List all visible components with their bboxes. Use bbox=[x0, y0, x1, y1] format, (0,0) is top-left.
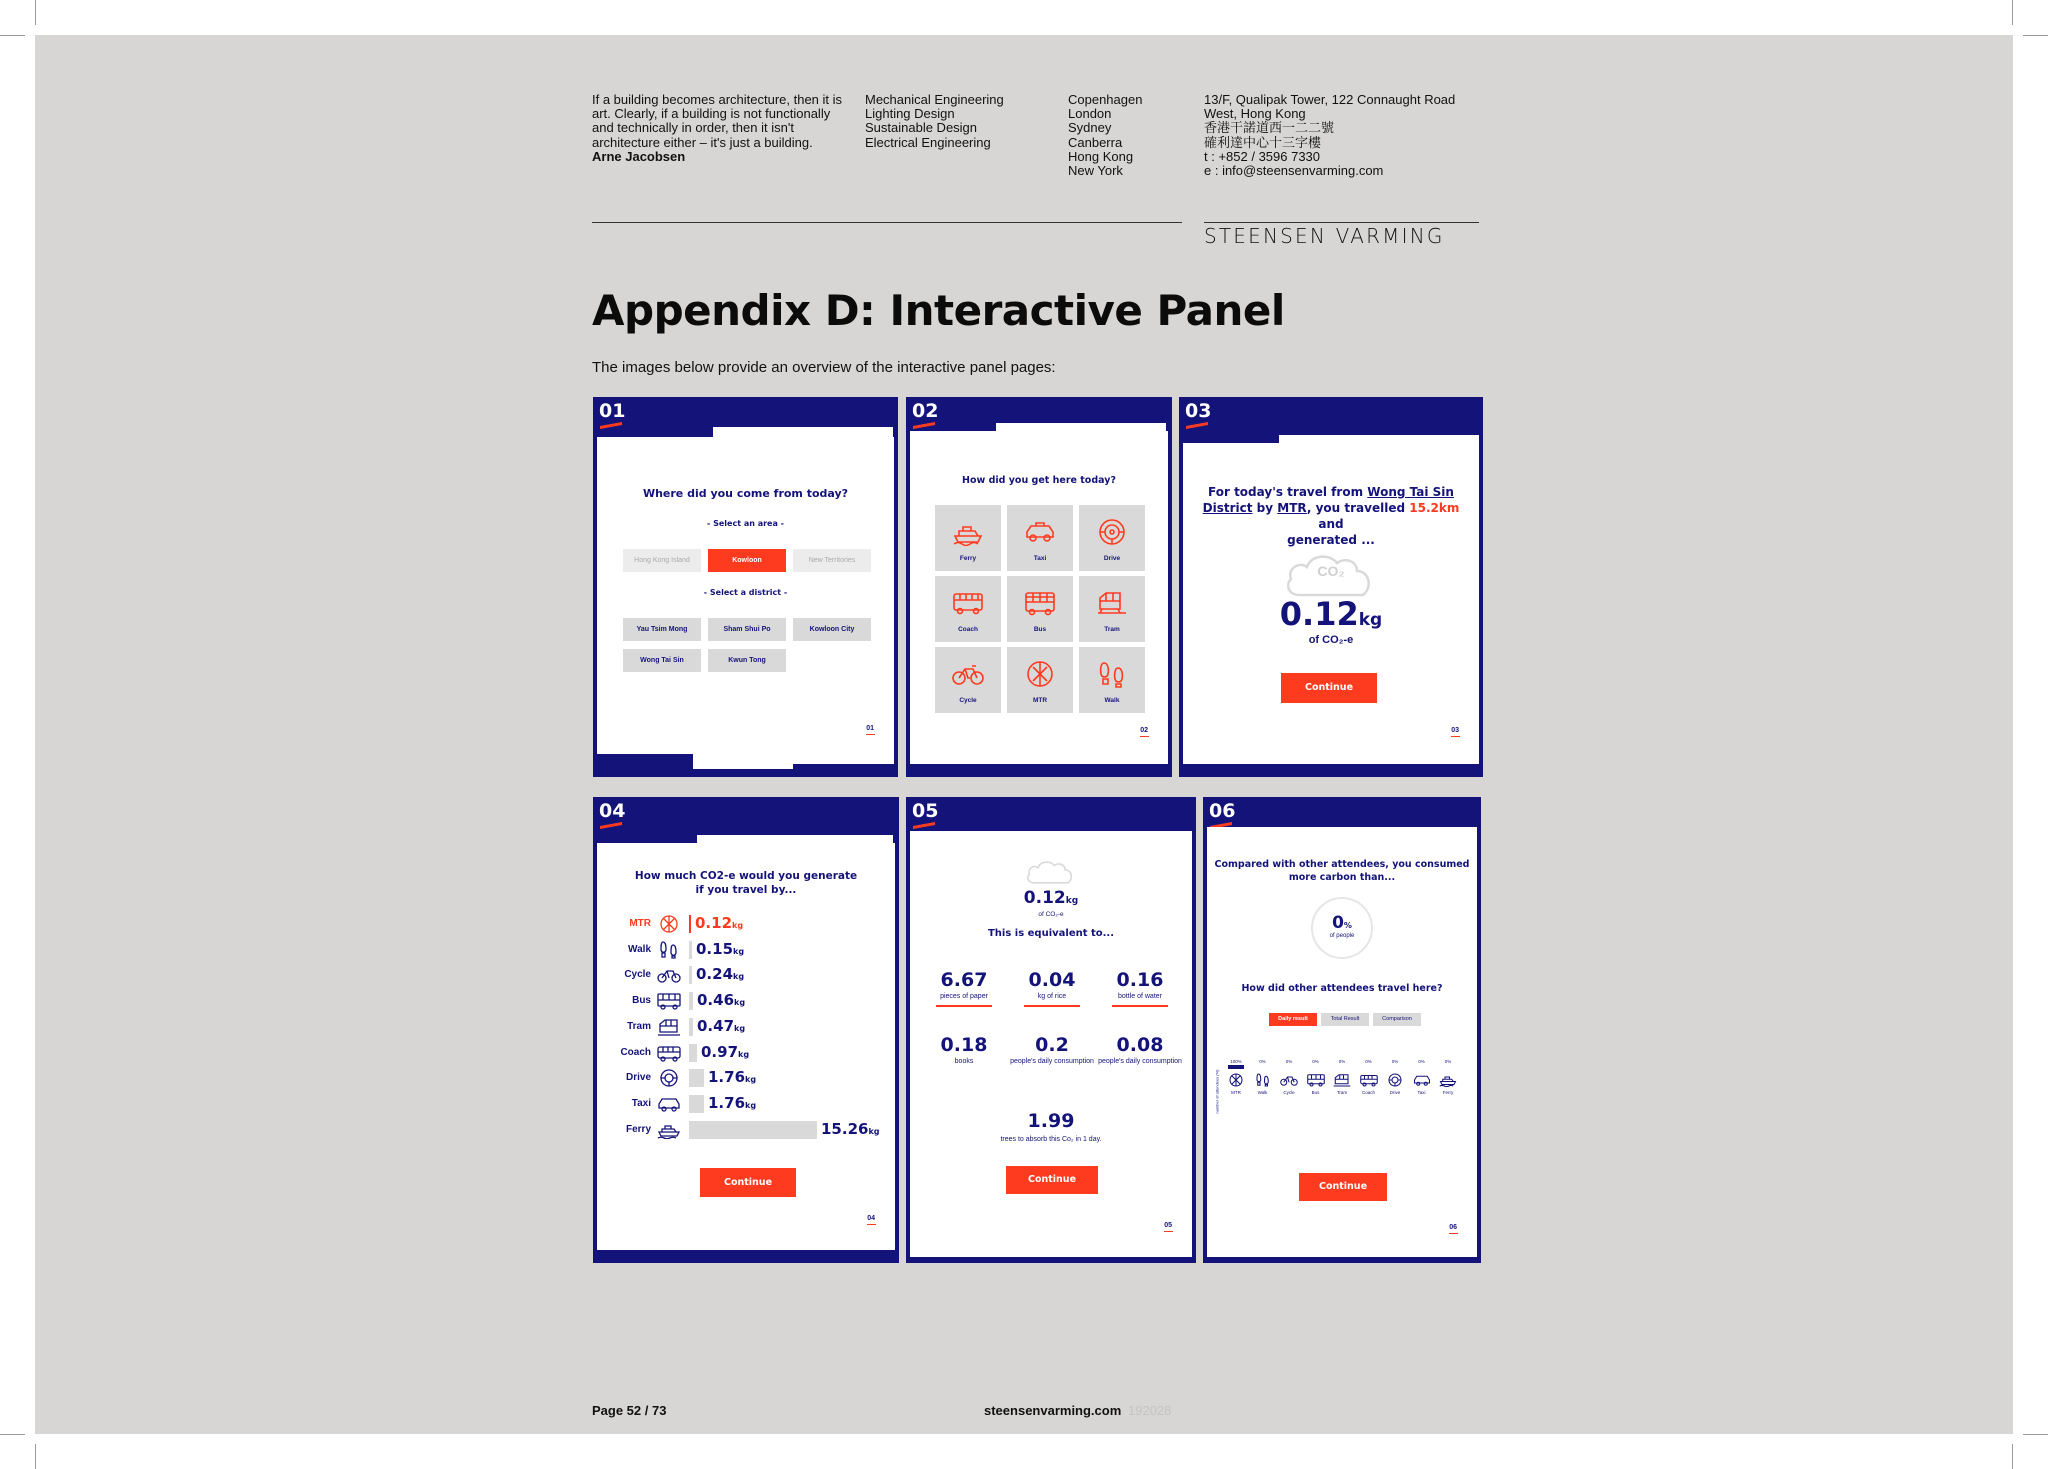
address-email[interactable]: e : info@steensenvarming.com bbox=[1204, 163, 1384, 179]
taxi-icon bbox=[657, 1095, 681, 1113]
bar-value-number: 1.76 bbox=[708, 1093, 746, 1112]
ferry-icon bbox=[1439, 1073, 1457, 1087]
taxi-icon bbox=[1413, 1073, 1431, 1087]
equivalent-value: 0.04 bbox=[1028, 969, 1076, 991]
equivalent-label: bottle of water bbox=[1118, 993, 1162, 1000]
bar-label: Taxi bbox=[631, 1097, 651, 1109]
area-hong-kong-island[interactable]: Hong Kong Island bbox=[623, 549, 701, 572]
attendee-percent: 0% bbox=[1259, 1059, 1266, 1064]
panel-tab bbox=[593, 754, 693, 764]
mode-tile-drive[interactable] bbox=[1079, 505, 1145, 571]
bar-row-ferry bbox=[617, 1119, 887, 1141]
address-line: t : +852 / 3596 7330 bbox=[1204, 148, 1321, 164]
bar-value-unit: kg bbox=[745, 1100, 757, 1110]
attendee-percent: 0% bbox=[1338, 1059, 1346, 1064]
header-offices bbox=[1068, 93, 1142, 178]
equivalent-item bbox=[1006, 969, 1098, 1007]
district-yau-tsim-mong[interactable]: Yau Tsim Mong bbox=[623, 618, 701, 641]
panel-number-underline bbox=[600, 422, 622, 429]
panel-number-underline bbox=[913, 422, 935, 429]
bar-value-unit: kg bbox=[733, 946, 745, 956]
bar-value-unit: kg bbox=[868, 1126, 880, 1136]
page-indicator: 02 bbox=[1140, 727, 1148, 734]
mode-label: MTR bbox=[1032, 697, 1048, 704]
co2-unit: kg bbox=[1358, 610, 1383, 630]
header-address bbox=[1204, 93, 1455, 178]
page-title: Appendix D: Interactive Panel bbox=[592, 286, 1285, 335]
mode-tile-coach[interactable] bbox=[935, 576, 1001, 642]
attendee-percent: 0% bbox=[1391, 1059, 1399, 1064]
bar-value bbox=[697, 1017, 745, 1035]
attendee-percent: 0% bbox=[1285, 1059, 1293, 1064]
mtr-icon bbox=[1024, 660, 1056, 688]
office-item: London bbox=[1068, 106, 1112, 122]
cycle-icon bbox=[1280, 1073, 1298, 1087]
bar bbox=[689, 966, 692, 984]
co2-unit: kg bbox=[1065, 896, 1079, 906]
walk-icon bbox=[1254, 1073, 1272, 1087]
mode-label: Cycle bbox=[959, 697, 977, 704]
bar-value bbox=[696, 940, 744, 958]
attendee-mode-label: Drive bbox=[1389, 1090, 1401, 1095]
co2-number: 0.12 bbox=[1023, 888, 1066, 908]
bar-value bbox=[701, 1043, 749, 1061]
attendee-mode-label: MTR bbox=[1231, 1090, 1241, 1095]
bus-icon bbox=[1024, 589, 1056, 617]
bicycle-icon bbox=[952, 660, 984, 688]
equivalent-label: pieces of paper bbox=[940, 993, 988, 1000]
mode-tile-taxi[interactable] bbox=[1007, 505, 1073, 571]
crop-mark bbox=[35, 0, 36, 25]
co2-value bbox=[1183, 595, 1479, 633]
quote-line: If a building becomes architecture, then it is bbox=[592, 92, 843, 107]
bar-value-number: 0.12 bbox=[695, 914, 733, 932]
panel-number: 02 bbox=[912, 400, 939, 422]
taxi-icon bbox=[1024, 518, 1056, 546]
panel-question: How much CO2-e would you generate bbox=[634, 870, 858, 882]
mode-tile-ferry[interactable] bbox=[935, 505, 1001, 571]
panel-02 bbox=[906, 397, 1172, 777]
panel-screen bbox=[1183, 443, 1479, 764]
bar-value-unit: kg bbox=[732, 921, 744, 930]
mode-label: Walk bbox=[1104, 697, 1120, 704]
tram-icon bbox=[657, 1018, 681, 1036]
panel-screen bbox=[1207, 827, 1477, 1257]
continue-button[interactable]: Continue bbox=[1299, 1173, 1387, 1201]
mtr-icon bbox=[657, 915, 681, 933]
attendee-percent: 0% bbox=[1444, 1059, 1452, 1064]
bar-value-number: 1.76 bbox=[708, 1068, 746, 1087]
bar-row-walk bbox=[617, 939, 887, 961]
attendee-percent: 0% bbox=[1365, 1059, 1372, 1064]
mode-tile-cycle[interactable] bbox=[935, 647, 1001, 713]
percentile-circle bbox=[1311, 897, 1373, 959]
attendee-mode-label: Coach bbox=[1361, 1090, 1375, 1095]
equivalent-underline bbox=[936, 1005, 992, 1007]
page-indicator: 03 bbox=[1451, 727, 1459, 734]
page-indicator: 05 bbox=[1164, 1222, 1172, 1229]
equivalent-underline bbox=[1112, 1005, 1168, 1007]
crop-mark bbox=[35, 1444, 36, 1469]
bar bbox=[689, 1121, 817, 1139]
attendee-mode-label: Bus bbox=[1311, 1090, 1320, 1095]
header-quote bbox=[592, 93, 842, 164]
header-rule-right bbox=[1204, 222, 1479, 223]
address-line: 確利達中心十三字樓 bbox=[1204, 134, 1322, 150]
bar-label: Walk bbox=[628, 943, 651, 955]
tram-icon bbox=[1333, 1073, 1351, 1087]
co2-number: 0.12 bbox=[1279, 595, 1359, 633]
panel-03 bbox=[1179, 397, 1483, 777]
bar-label: Bus bbox=[632, 995, 651, 1007]
address-line: 香港干諾道西一二二號 bbox=[1204, 120, 1335, 136]
continue-button[interactable]: Continue bbox=[700, 1168, 796, 1197]
equivalent-item bbox=[918, 969, 1010, 1007]
bar bbox=[689, 941, 692, 959]
coach-icon bbox=[1360, 1073, 1378, 1087]
percentile-number: 0 bbox=[1332, 913, 1344, 933]
panel-screen bbox=[910, 431, 1168, 764]
area-label: - Select an area - bbox=[707, 519, 784, 528]
ferry-icon bbox=[952, 518, 984, 546]
quote-author: Arne Jacobsen bbox=[592, 148, 686, 164]
service-item: Sustainable Design bbox=[865, 120, 978, 136]
bar bbox=[689, 1095, 704, 1113]
bar-value-number: 0.97 bbox=[701, 1042, 739, 1061]
office-item: Copenhagen bbox=[1068, 92, 1143, 107]
equivalent-value: 0.08 bbox=[1116, 1034, 1164, 1056]
equivalent-item bbox=[1094, 1034, 1186, 1066]
comparison-text: more carbon than... bbox=[1288, 872, 1396, 883]
bar-value-unit: kg bbox=[738, 1049, 750, 1059]
bar-value bbox=[708, 1094, 756, 1112]
equivalent-value: 6.67 bbox=[940, 969, 988, 991]
bar bbox=[689, 1069, 704, 1087]
footprints-icon bbox=[1096, 660, 1128, 688]
address-line: 13/F, Qualipak Tower, 122 Connaught Road bbox=[1204, 92, 1456, 107]
mode-label: Bus bbox=[1033, 626, 1047, 633]
result-text: and bbox=[1318, 517, 1344, 531]
header-rule-left bbox=[592, 222, 1182, 223]
mode-label: Coach bbox=[958, 626, 978, 633]
panel-question: Where did you come from today? bbox=[642, 487, 849, 500]
result-district-link[interactable]: Wong Tai Sin bbox=[1367, 485, 1454, 499]
district-wong-tai-sin[interactable]: Wong Tai Sin bbox=[623, 649, 701, 672]
panel-05 bbox=[906, 797, 1196, 1263]
attendee-mode-label: Ferry bbox=[1442, 1090, 1454, 1095]
bar-label: Drive bbox=[625, 1072, 651, 1084]
drive-icon bbox=[1386, 1073, 1404, 1087]
panel-number: 05 bbox=[912, 800, 939, 822]
attendee-bar bbox=[1228, 1065, 1244, 1069]
bar-value-number: 15.26 bbox=[821, 1119, 869, 1138]
attendee-mode-label: Walk bbox=[1257, 1090, 1268, 1095]
service-item: Electrical Engineering bbox=[865, 134, 991, 150]
header-services bbox=[865, 93, 1004, 150]
ferry-icon bbox=[657, 1121, 681, 1139]
attendee-mode-label: Taxi bbox=[1417, 1090, 1426, 1095]
quote-line: and technically in order, then it isn't bbox=[592, 120, 794, 136]
bar-value-unit: kg bbox=[745, 1075, 757, 1085]
district-label: - Select a district - bbox=[703, 588, 788, 597]
office-item: Canberra bbox=[1068, 134, 1123, 150]
footer-website[interactable]: steensenvarming.com bbox=[984, 1403, 1122, 1418]
percentile-value bbox=[1313, 913, 1371, 933]
crop-mark bbox=[2012, 0, 2013, 25]
equivalent-label: people's daily consumption bbox=[1098, 1058, 1182, 1065]
bus-icon bbox=[1307, 1073, 1325, 1087]
intro-text: The images below provide an overview of the interactive panel pages: bbox=[592, 359, 1056, 376]
co2-cloud-icon bbox=[1024, 859, 1078, 885]
tab-comparison[interactable]: Comparison bbox=[1373, 1013, 1421, 1026]
bus-icon bbox=[657, 992, 681, 1010]
bar-value-number: 0.15 bbox=[696, 939, 734, 958]
bar-row-drive bbox=[617, 1067, 887, 1089]
bar-label: Coach bbox=[620, 1046, 651, 1058]
equivalent-value: 0.16 bbox=[1116, 969, 1164, 991]
equivalent-label: people's daily consumption bbox=[1010, 1058, 1094, 1065]
bar-row-cycle bbox=[617, 964, 887, 986]
bar bbox=[689, 915, 691, 933]
steering-wheel-icon bbox=[1096, 518, 1128, 546]
service-item: Mechanical Engineering bbox=[865, 92, 1004, 107]
panel-number-underline bbox=[600, 822, 622, 829]
coach-icon bbox=[952, 589, 984, 617]
office-item: New York bbox=[1068, 163, 1123, 179]
equivalent-item bbox=[1094, 969, 1186, 1007]
equivalent-item bbox=[918, 1034, 1010, 1066]
bar-value-unit: kg bbox=[733, 972, 745, 982]
bar-value-number: 0.24 bbox=[696, 965, 734, 984]
bar-value-number: 0.47 bbox=[697, 1016, 735, 1035]
page-indicator: 06 bbox=[1449, 1224, 1457, 1231]
bar-value bbox=[695, 914, 743, 932]
coach-icon bbox=[657, 1044, 681, 1062]
co2-subtitle: of CO₂-e bbox=[1308, 634, 1354, 646]
equivalent-label: This is equivalent to... bbox=[987, 928, 1115, 939]
bar-row-taxi bbox=[617, 1093, 887, 1115]
panel-number-underline bbox=[1186, 422, 1208, 429]
trees-value: 1.99 bbox=[1027, 1110, 1075, 1132]
result-district-link[interactable]: District bbox=[1202, 501, 1253, 515]
y-axis-label: number of attendees (%) bbox=[1214, 1069, 1220, 1114]
page-indicator: 01 bbox=[866, 725, 874, 732]
bar-value bbox=[696, 965, 744, 983]
bar-row-coach bbox=[617, 1042, 887, 1064]
bar-label: MTR bbox=[629, 918, 651, 929]
mode-label: Drive bbox=[1103, 555, 1121, 562]
footer-code: 192028 bbox=[1128, 1403, 1172, 1418]
office-item: Hong Kong bbox=[1068, 148, 1134, 164]
result-text: , you travelled bbox=[1306, 501, 1406, 515]
equivalent-value: 0.18 bbox=[940, 1034, 988, 1056]
mode-label: Taxi bbox=[1033, 555, 1047, 562]
percentile-unit: % bbox=[1343, 921, 1352, 930]
service-item: Lighting Design bbox=[865, 106, 955, 122]
crop-mark bbox=[2023, 35, 2048, 36]
co2-value bbox=[910, 888, 1192, 908]
panel-screen bbox=[910, 831, 1192, 1257]
district-kwun-tong[interactable]: Kwun Tong bbox=[708, 649, 786, 672]
panel-04 bbox=[593, 797, 899, 1263]
bar-value-unit: kg bbox=[734, 998, 746, 1008]
office-item: Sydney bbox=[1068, 120, 1112, 136]
cycle-icon bbox=[657, 966, 681, 984]
quote-line: architecture either – it's just a building. bbox=[592, 134, 813, 150]
footer-page-number: Page 52 / 73 bbox=[592, 1403, 667, 1418]
bar-value bbox=[697, 991, 745, 1009]
result-text: For today's travel from bbox=[1208, 485, 1364, 499]
bar-row-mtr bbox=[617, 913, 887, 935]
area-kowloon[interactable]: Kowloon bbox=[708, 549, 786, 572]
bar-label: Tram bbox=[627, 1020, 651, 1032]
equivalent-value: 0.2 bbox=[1035, 1034, 1069, 1056]
mode-tile-bus[interactable] bbox=[1007, 576, 1073, 642]
panel-number: 04 bbox=[599, 800, 626, 822]
attendee-mode-label: Tram bbox=[1336, 1090, 1348, 1095]
bar-value-unit: kg bbox=[734, 1023, 746, 1033]
crop-mark bbox=[2012, 1444, 2013, 1469]
panel-footer-gap bbox=[693, 763, 793, 769]
mtr-icon bbox=[1227, 1073, 1245, 1087]
bar-row-bus bbox=[617, 990, 887, 1012]
address-line: West, Hong Kong bbox=[1204, 106, 1306, 122]
bar-value-number: 0.46 bbox=[697, 991, 735, 1010]
bar-label: Ferry bbox=[625, 1123, 651, 1135]
panel-tab bbox=[713, 427, 893, 437]
mode-tile-tram[interactable] bbox=[1079, 576, 1145, 642]
drive-icon bbox=[657, 1069, 681, 1087]
panel-question: if you travel by... bbox=[695, 884, 797, 896]
result-mode-link[interactable]: MTR bbox=[1277, 501, 1307, 515]
bar-value bbox=[708, 1068, 756, 1086]
panel-screen bbox=[597, 437, 894, 764]
tab-daily-result[interactable]: Daily result bbox=[1269, 1013, 1317, 1026]
crop-mark bbox=[2023, 1434, 2048, 1435]
bar bbox=[689, 1018, 693, 1036]
tab-total-result[interactable]: Total Result bbox=[1321, 1013, 1369, 1026]
equivalent-underline bbox=[1024, 1005, 1080, 1007]
mode-label: Tram bbox=[1104, 626, 1120, 633]
bar bbox=[689, 992, 693, 1010]
mode-tile-walk[interactable] bbox=[1079, 647, 1145, 713]
result-text: by bbox=[1256, 501, 1274, 515]
result-text: generated ... bbox=[1287, 533, 1375, 547]
comparison-text: Compared with other attendees, you consumed bbox=[1214, 859, 1470, 870]
page-indicator: 04 bbox=[867, 1215, 875, 1222]
bar bbox=[689, 1044, 697, 1062]
panel-number: 01 bbox=[599, 400, 626, 422]
attendee-percent: 0% bbox=[1418, 1059, 1425, 1064]
cloud-label: CO₂ bbox=[1317, 563, 1345, 579]
attendee-percent: 0% bbox=[1312, 1059, 1319, 1064]
panel-question: How did you get here today? bbox=[962, 475, 1116, 486]
company-logo: STEENSEN VARMING bbox=[1204, 224, 1445, 248]
quote-line: art. Clearly, if a building is not functionally bbox=[592, 106, 831, 122]
attendee-mode-label: Cycle bbox=[1283, 1090, 1295, 1095]
result-distance: 15.2km bbox=[1409, 501, 1460, 515]
crop-mark bbox=[0, 1434, 25, 1435]
bar-row-tram bbox=[617, 1016, 887, 1038]
attendee-percent: 100% bbox=[1230, 1059, 1242, 1064]
equivalent-label: books bbox=[954, 1058, 974, 1065]
district-kowloon-city[interactable]: Kowloon City bbox=[793, 618, 871, 641]
continue-button[interactable]: Continue bbox=[1006, 1166, 1098, 1194]
panel-06 bbox=[1203, 797, 1481, 1263]
bar-label: Cycle bbox=[624, 969, 651, 981]
bar-value bbox=[821, 1120, 880, 1138]
crop-mark bbox=[0, 35, 25, 36]
mode-label: Ferry bbox=[959, 555, 977, 562]
mode-tile-mtr[interactable] bbox=[1007, 647, 1073, 713]
attendees-chart bbox=[1225, 1057, 1465, 1137]
panel-number: 06 bbox=[1209, 800, 1236, 822]
district-sham-shui-po[interactable]: Sham Shui Po bbox=[708, 618, 786, 641]
trees-label: trees to absorb this Co₂ in 1 day. bbox=[1000, 1136, 1102, 1143]
tram-icon bbox=[1096, 589, 1128, 617]
walk-icon bbox=[657, 941, 681, 959]
panel-number-underline bbox=[913, 822, 935, 829]
panel-question: How did other attendees travel here? bbox=[1241, 983, 1443, 994]
equivalent-item bbox=[1006, 1034, 1098, 1066]
area-new-territories[interactable]: New Territories bbox=[793, 549, 871, 572]
panel-number: 03 bbox=[1185, 400, 1212, 422]
co2-bar-chart bbox=[597, 913, 895, 1143]
co2-subtitle: of CO₂-e bbox=[1038, 911, 1064, 918]
panel-screen bbox=[597, 843, 895, 1250]
result-sentence bbox=[1193, 484, 1469, 548]
panel-01 bbox=[593, 397, 898, 777]
continue-button[interactable]: Continue bbox=[1281, 673, 1377, 703]
percentile-label: of people bbox=[1329, 933, 1355, 939]
equivalent-label: kg of rice bbox=[1037, 993, 1067, 1000]
